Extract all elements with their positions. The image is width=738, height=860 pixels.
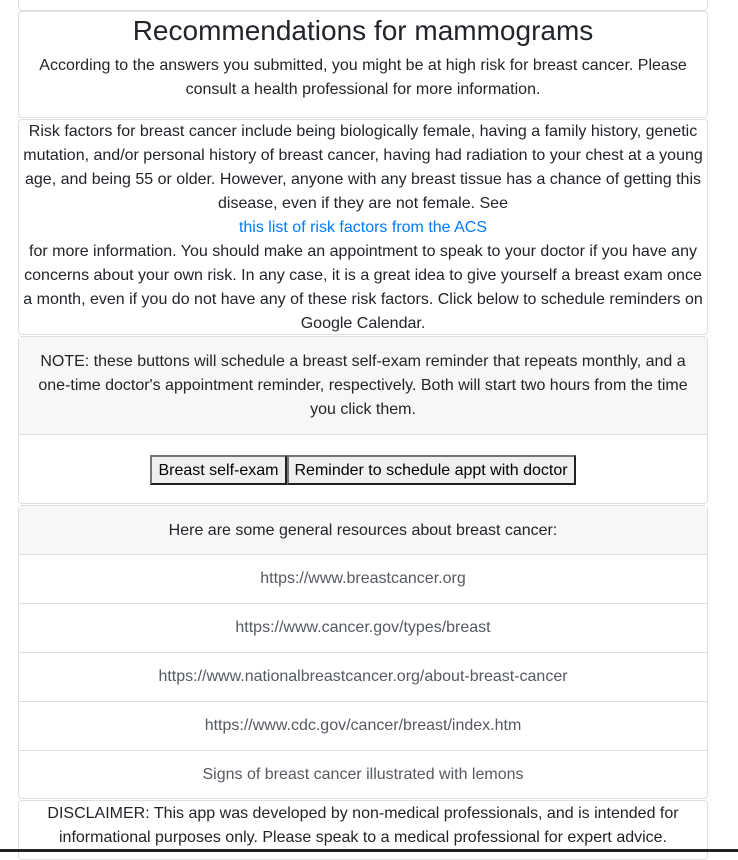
resources-card	[18, 505, 708, 799]
reminder-card	[18, 336, 708, 504]
risk-factors-text: Risk factors for breast cancer include being biologically female, having a family history, genetic mutation, and/or personal history of breast cancer, having had radiation to your chest at a young age, and being 55 or older. However, anyone with any breast tissue has a chance of getting this disease, even if they are not female. See	[23, 123, 703, 212]
resource-link[interactable]: https://www.cdc.gov/cancer/breast/index.htm	[19, 702, 707, 751]
page-title: Recommendations for mammograms	[132, 15, 594, 46]
disclaimer-text: DISCLAIMER: This app was developed by non-medical professionals, and is intended for informational purposes only. Please speak to a medical professional for expert advice.	[47, 805, 679, 846]
resource-link[interactable]: Signs of breast cancer illustrated with lemons	[202, 766, 524, 783]
reminder-note: NOTE: these buttons will schedule a breast self-exam reminder that repeats monthly, and a one-time doctor's appointment reminder, respectively. Both will start two hours from the time you click them.	[19, 337, 707, 435]
previous-card-edge	[18, 0, 708, 11]
risk-factors-followup-text: for more information. You should make an appointment to speak to your doctor if you have any concerns about your own risk. In any case, it is a great idea to give yourself a breast exam once a month, even if you do not have any of these risk factors. Click below to schedule reminders on Google Calendar.	[23, 243, 703, 332]
reminder-button-row	[19, 435, 707, 485]
resources-heading: Here are some general resources about breast cancer:	[19, 506, 707, 555]
risk-summary-text: According to the answers you submitted, you might be at high risk for breast cancer. Please consult a health professional for more information.	[39, 57, 687, 98]
resource-link[interactable]: https://www.nationalbreastcancer.org/about-breast-cancer	[19, 653, 707, 702]
breast-self-exam-button[interactable]: Breast self-exam	[150, 455, 286, 485]
risk-factors-card	[18, 119, 708, 335]
recommendation-card	[18, 11, 708, 118]
acs-risk-factors-link[interactable]: this list of risk factors from the ACS	[238, 219, 488, 236]
schedule-doctor-reminder-button[interactable]: Reminder to schedule appt with doctor	[287, 455, 576, 485]
resource-link[interactable]: https://www.breastcancer.org	[19, 555, 707, 604]
resource-link[interactable]: https://www.cancer.gov/types/breast	[19, 604, 707, 653]
